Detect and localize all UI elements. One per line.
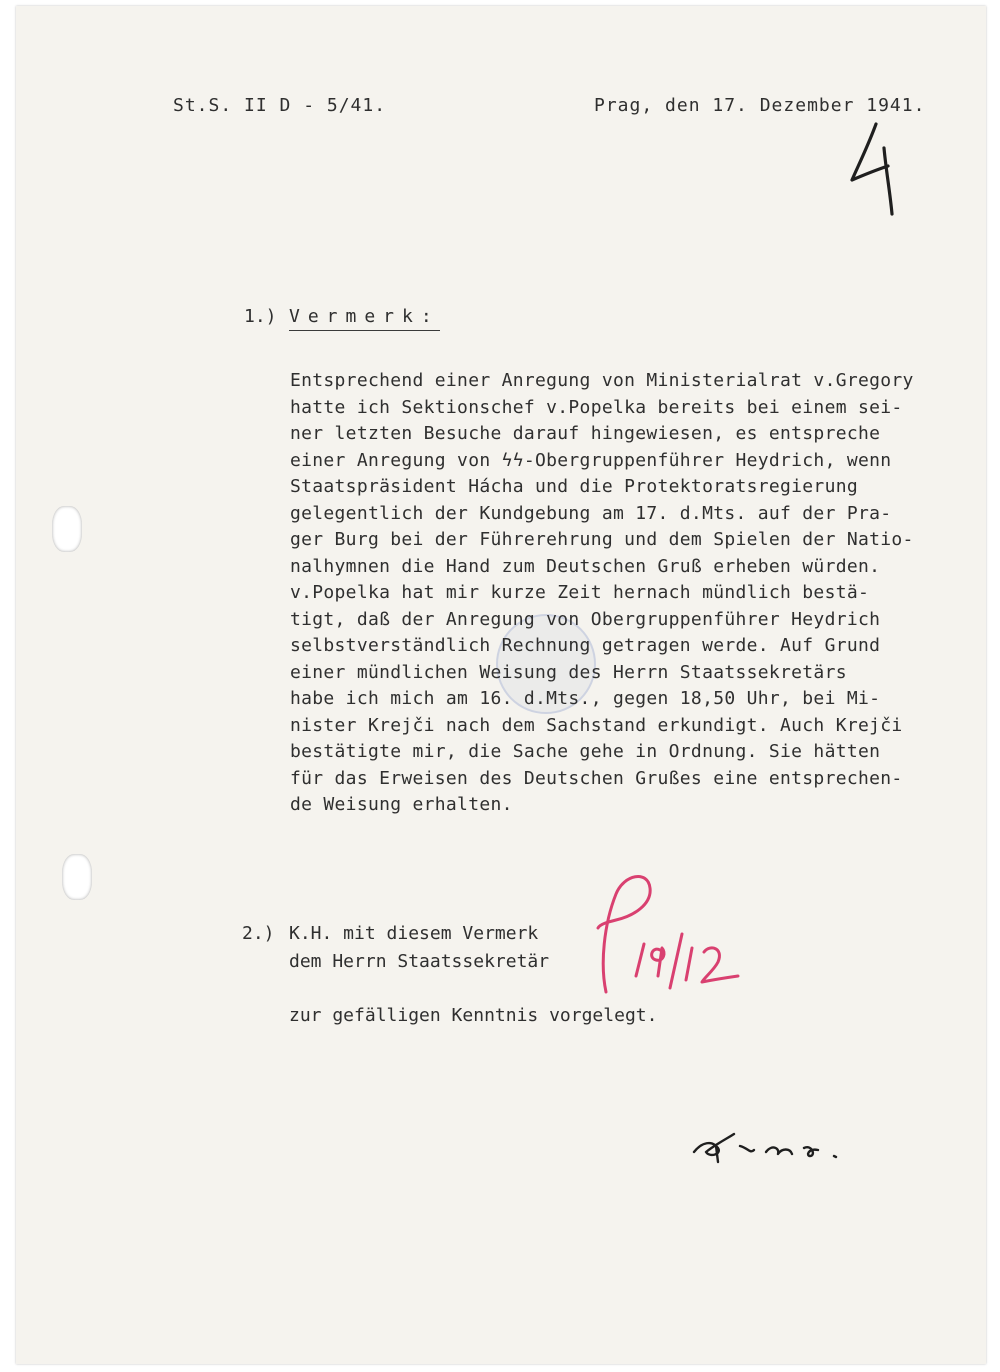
memo-body-line: selbstverständlich Rechnung getragen werde. Auf Grund (290, 635, 881, 656)
punch-hole (52, 506, 82, 552)
reference-number: St.S. II D - 5/41. (173, 95, 387, 116)
memo-body-line: ger Burg bei der Führerehrung und dem Spielen der Natio- (290, 529, 914, 550)
memo-body-line: ner letzten Besuche darauf hingewiesen, es entspreche (290, 423, 881, 444)
memo-body-line: nalhymnen die Hand zum Deutschen Gruß erheben würden. (290, 555, 881, 577)
memo-body-line: v.Popelka hat mir kurze Zeit hernach mündlich bestä- (290, 582, 870, 603)
memo-body-line: einer Anregung von ϟϟ-Obergruppenführer Heydrich, wenn (290, 449, 892, 471)
red-initial-date (586, 864, 746, 1004)
memo-body-line: gelegentlich der Kundgebung am 17. d.Mts. auf der Pra- (290, 502, 892, 524)
memo-body-line: tigt, daß der Anregung von Obergruppenführer Heydrich (290, 608, 881, 630)
memo-body-line: bestätigte mir, die Sache gehe in Ordnung. Sie hätten (290, 741, 881, 762)
memo-body-line: einer mündlichen Weisung des Herrn Staatssekretärs (290, 661, 847, 683)
item-2-line-2: dem Herrn Staatssekretär (289, 951, 550, 972)
item-1-number: 1.) (244, 306, 277, 327)
item-2-number: 2.) (242, 923, 275, 944)
signature (688, 1126, 848, 1170)
item-2-line-1: K.H. mit diesem Vermerk (289, 923, 539, 944)
item-2-line-3: zur gefälligen Kenntnis vorgelegt. (289, 1005, 658, 1026)
handwritten-corner-mark (844, 118, 904, 218)
date-line: Prag, den 17. Dezember 1941. (594, 95, 926, 116)
memo-body-line: Entsprechend einer Anregung von Ministerialrat v.Gregory (290, 370, 914, 391)
memo-body-line: hatte ich Sektionschef v.Popelka bereits bei einem sei- (290, 396, 903, 418)
memo-body-line: nister Krejči nach dem Sachstand erkundigt. Auch Krejči (290, 714, 903, 736)
memo-body-line: habe ich mich am 16. d.Mts., gegen 18,50 Uhr, bei Mi- (290, 688, 881, 709)
memo-body (290, 372, 980, 823)
item-1-title: Vermerk: (289, 308, 440, 331)
memo-body-line: für das Erweisen des Deutschen Grußes eine entsprechen- (290, 767, 903, 789)
memo-body-line: Staatspräsident Hácha und die Protektoratsregierung (290, 476, 858, 497)
punch-hole (62, 854, 92, 900)
document-page (16, 6, 986, 1364)
memo-body-line: de Weisung erhalten. (290, 794, 513, 815)
